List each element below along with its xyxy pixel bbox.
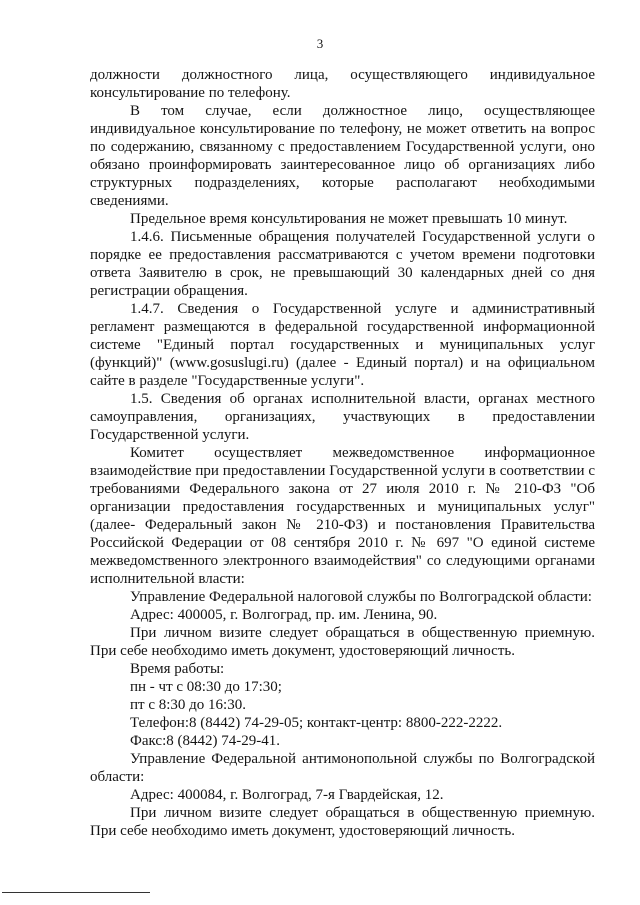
paragraph-fas-address: Адрес: 400084, г. Волгоград, 7-я Гвардейская, 12. bbox=[130, 787, 444, 803]
paragraph-consulting-official: должности должностного лица, осуществляющего индивидуальное консультирование по телефону. bbox=[90, 67, 595, 101]
footer-rule bbox=[2, 892, 150, 893]
paragraph-fns-title: Управление Федеральной налоговой службы по Волгоградской области: bbox=[130, 589, 592, 605]
paragraph-cannot-answer: В том случае, если должностное лицо, осуществляющее индивидуальное консультирование по телефону, не может ответить на вопрос по содержанию, связанному с предоставлением Государственной услуги, оно обязано проинформировать заинтересованное лицо об организациях либо структурных подразделениях, которые располагают необходимыми сведениями. bbox=[90, 103, 595, 209]
paragraph-time-limit: Предельное время консультирования не может превышать 10 минут. bbox=[130, 211, 568, 227]
paragraph-fns-address: Адрес: 400005, г. Волгоград, пр. им. Ленина, 90. bbox=[130, 607, 438, 623]
paragraph-fas-visit: При личном визите следует обращаться в общественную приемную. При себе необходимо иметь документ, удостоверяющий личность. bbox=[90, 805, 595, 839]
page-number: 3 bbox=[316, 36, 324, 51]
paragraph-fns-hours-mon-thu: пн - чт с 08:30 до 17:30; bbox=[130, 679, 282, 695]
paragraph-fns-phone: Телефон:8 (8442) 74-29-05; контакт-центр: 8800-222-2222. bbox=[130, 715, 503, 731]
paragraph-fas-title: Управление Федеральной антимонопольной службы по Волгоградской области: bbox=[90, 751, 595, 785]
paragraph-1-4-7: 1.4.7. Сведения о Государственной услуге и административный регламент размещаются в федеральной государственной информационной системе "Единый портал государственных и муниципальных услуг (функций)" (www.gosuslugi.ru) (далее - Единый портал) и на официальном сайте в разделе "Государственные услуги". bbox=[90, 301, 595, 389]
paragraph-1-5: 1.5. Сведения об органах исполнительной власти, органах местного самоуправления, организациях, участвующих в предоставлении Государственной услуги. bbox=[90, 391, 595, 443]
paragraph-fns-hours-title: Время работы: bbox=[130, 661, 225, 677]
paragraph-fns-fax: Факс:8 (8442) 74-29-41. bbox=[130, 733, 280, 749]
paragraph-1-4-6: 1.4.6. Письменные обращения получателей Государственной услуги о порядке ее предоставления рассматриваются с учетом времени подготовки ответа Заявителю в срок, не превышающий 30 календарных дней со дня регистрации обращения. bbox=[90, 229, 595, 299]
paragraph-fns-visit: При личном визите следует обращаться в общественную приемную. При себе необходимо иметь документ, удостоверяющий личность. bbox=[90, 625, 595, 659]
document-body bbox=[90, 66, 595, 840]
paragraph-fns-hours-fri: пт с 8:30 до 16:30. bbox=[130, 697, 246, 713]
paragraph-committee: Комитет осуществляет межведомственное информационное взаимодействие при предоставлении Государственной услуги в соответствии с требованиями Федерального закона от 27 июля 2010 г. № 210-ФЗ "Об организации предоставления государственных и муниципальных услуг" (далее- Федеральный закон № 210-ФЗ) и постановления Правительства Российской Федерации от 08 сентября 2010 г. № 697 "О единой системе межведомственного электронного взаимодействия" со следующими органами исполнительной власти: bbox=[90, 445, 595, 587]
